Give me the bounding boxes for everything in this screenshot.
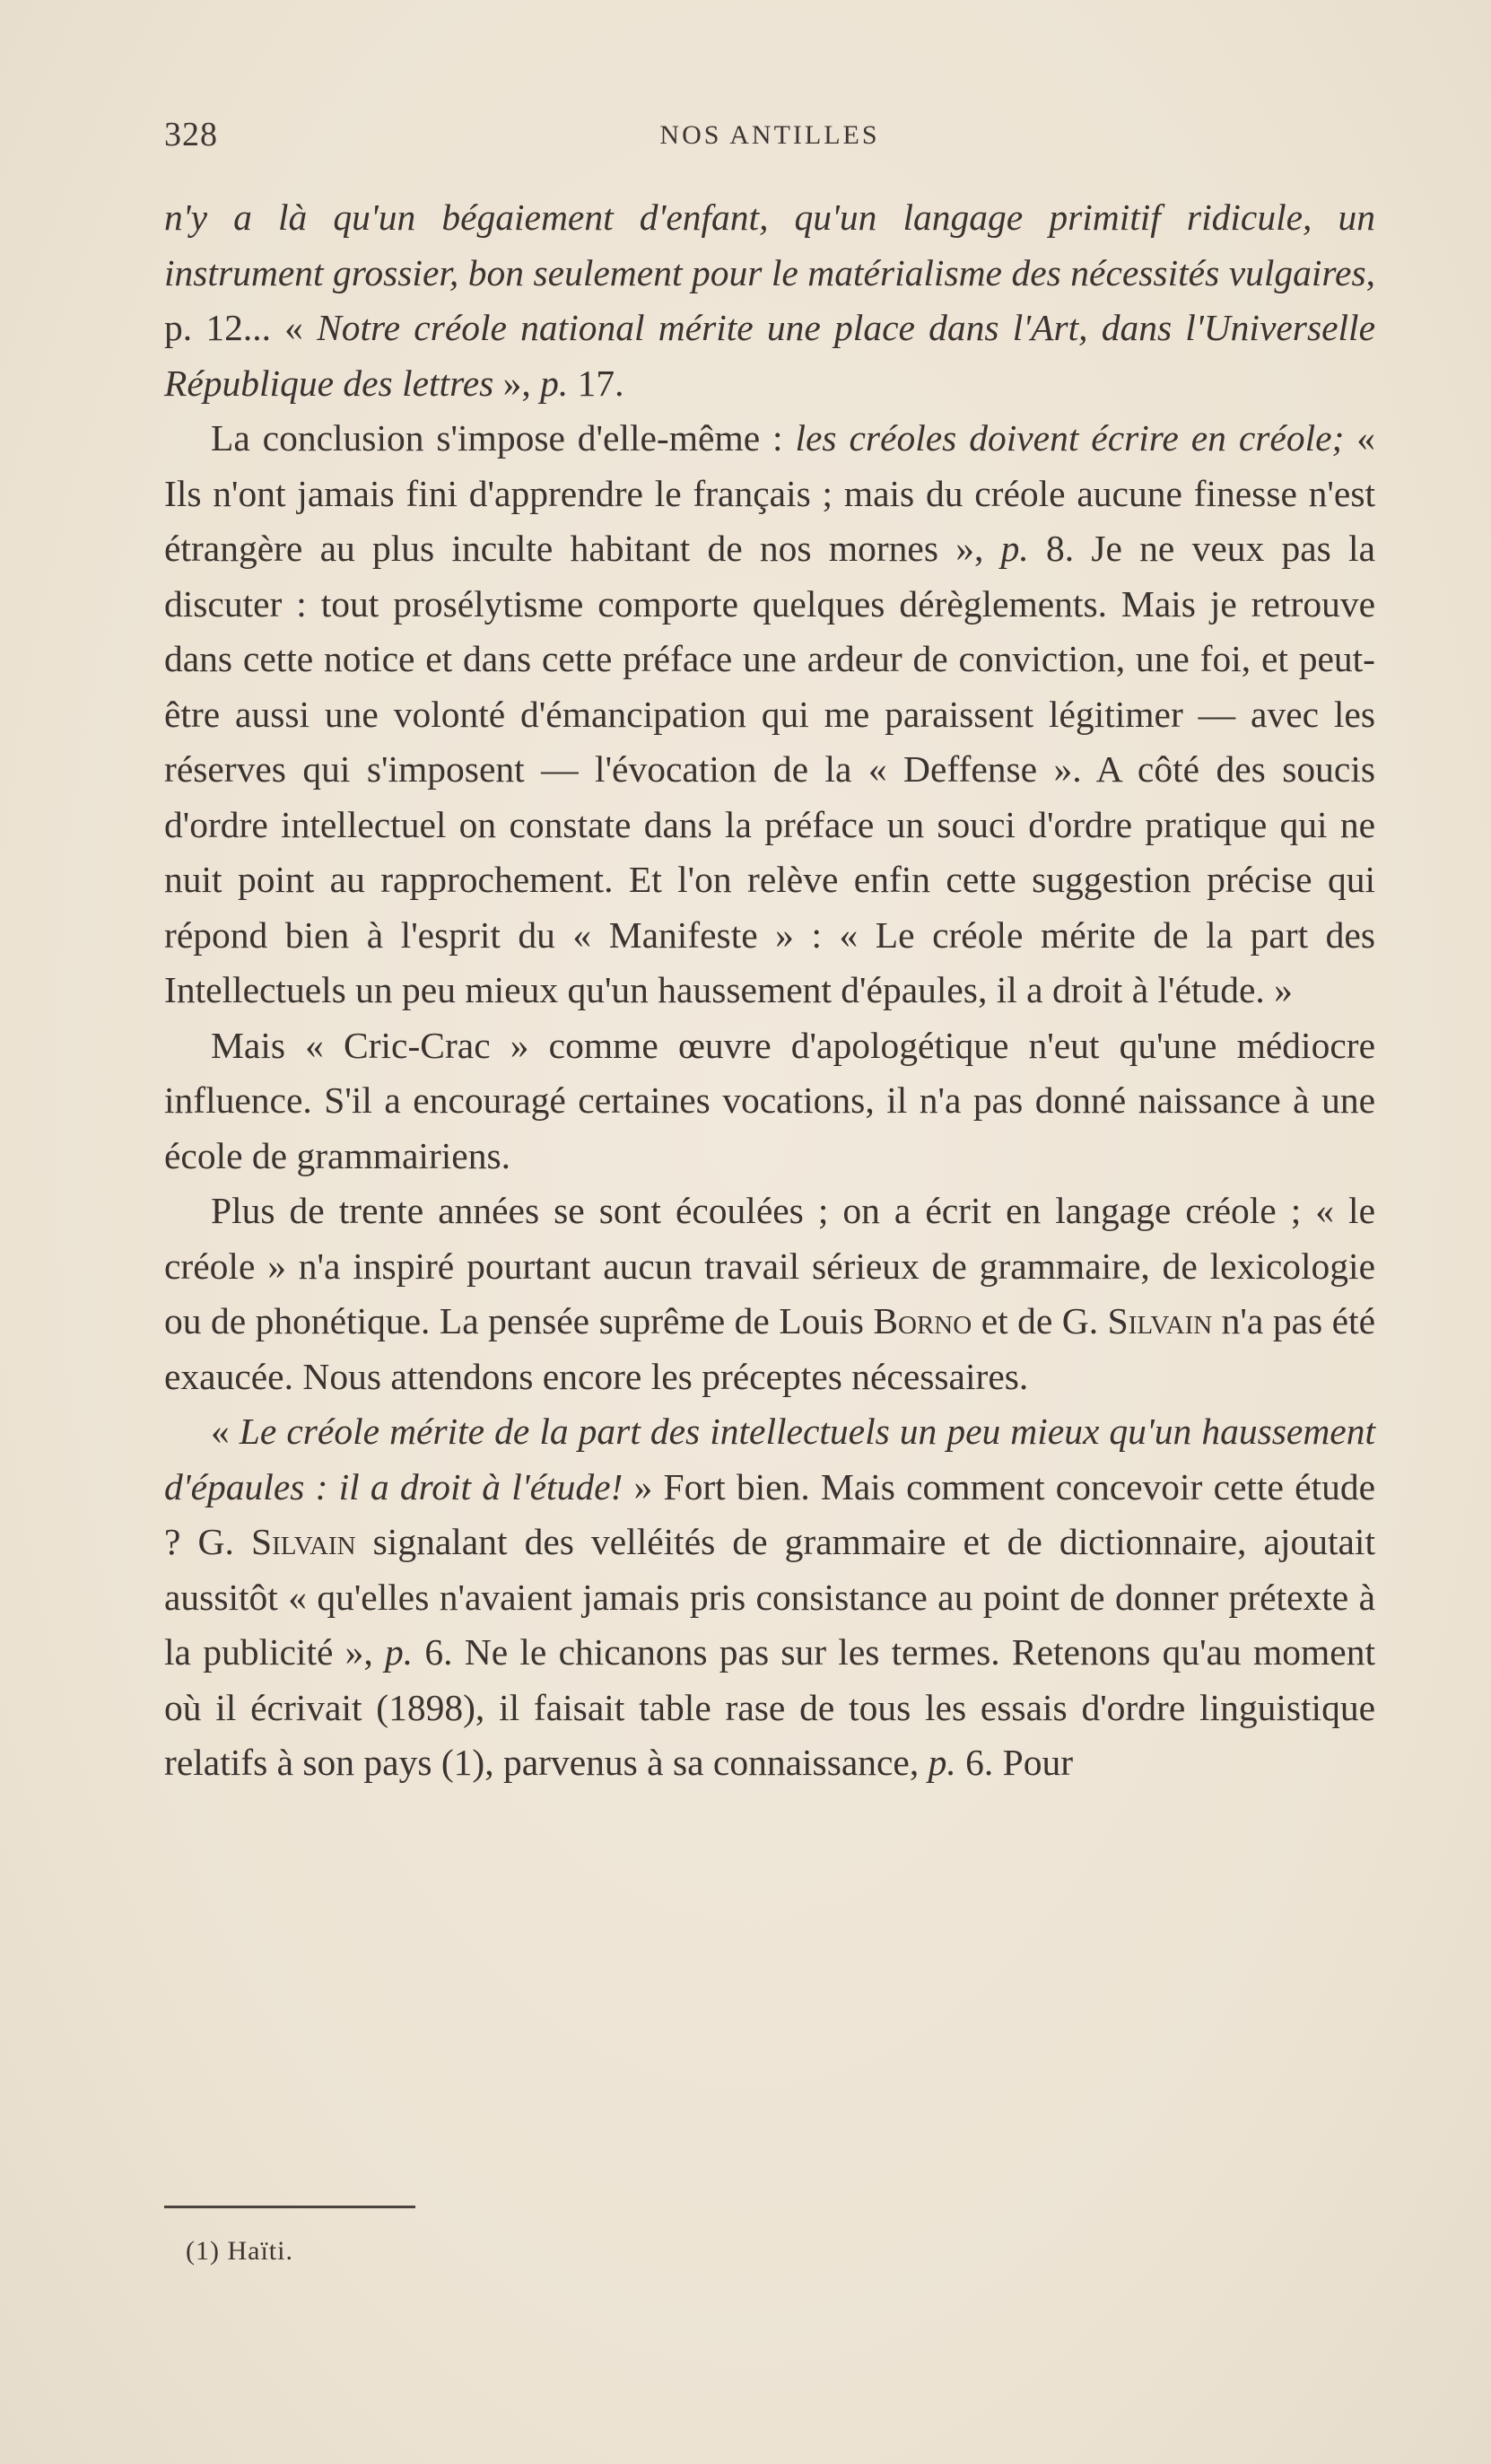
- paragraph-2-emphasis: les créoles doivent écrire en créole;: [795, 417, 1345, 459]
- paragraph-5: [164, 1404, 1375, 1791]
- paragraph-4-text: Plus de trente années se sont écoulées ; on a écrit en langage créole ; « le créole » n'a inspiré pourtant aucun travail sérieux de grammaire, de lexicologie ou de phonétique. La pensée suprême de Louis: [164, 1190, 1375, 1341]
- paragraph-5-text: » Fort bien. Mais comment concevoir cette étude ? G.: [164, 1465, 1375, 1562]
- author-name-borno: Borno: [873, 1300, 972, 1341]
- paragraph-4-text-3: n'a pas été exaucée. Nous attendons encore les préceptes nécessaires.: [164, 1300, 1375, 1397]
- page-number: 328: [164, 116, 218, 153]
- body-text: [164, 190, 1375, 1791]
- paragraph-1-quote: n'y a là qu'un bégaiement d'enfant, qu'un langage primitif ridicule, un instrument grossier, bon seulement pour le matérialisme des nécessités vulgaires: [164, 197, 1375, 293]
- running-title: NOS ANTILLES: [659, 120, 880, 150]
- paragraph-1-quote-2: Notre créole national mérite une place dans l'Art, dans l'Universelle République des lettres: [164, 307, 1375, 404]
- paragraph-1-page: 17.: [568, 362, 624, 404]
- paragraph-5-text-3: 6. Ne le chicanons pas sur les termes. Retenons qu'au moment où il écrivait (1898), il faisait table rase de tous les essais d'ordre linguistique relatifs à son pays (1), parvenus à sa connaissance,: [164, 1631, 1375, 1783]
- paragraph-1-page-abbr: p.: [540, 362, 569, 404]
- paragraph-1-close: »,: [493, 362, 541, 404]
- paragraph-5-text-2: signalant des velléités de grammaire et de dictionnaire, ajoutait aussitôt « qu'elles n'avaient jamais pris consistance au point de donner prétexte à la publicité »,: [164, 1521, 1375, 1673]
- paragraph-2-text: La conclusion s'impose d'elle-même :: [211, 417, 796, 459]
- paragraph-5-quote: Le créole mérite de la part des intellectuels un peu mieux qu'un haussement d'épaules : il a droit à l'étude!: [164, 1411, 1375, 1507]
- paragraph-2-text-3: 8. Je ne veux pas la discuter : tout prosélytisme comporte quelques dérèglements. Mais je retrouve dans cette notice et dans cette préface une ardeur de conviction, une foi, et peut-être aussi une volonté d'émancipation qui me paraissent légitimer — avec les réserves qui s'imposent — l'évocation de la « Deffense ». A côté des soucis d'ordre intellectuel on constate dans la préface un souci d'ordre pratique qui ne nuit point au rapprochement. Et l'on relève enfin cette suggestion précise qui répond bien à l'esprit du « Manifeste » : « Le créole mérite de la part des Intellectuels un peu mieux qu'un haussement d'épaules, il a droit à l'étude. »: [164, 528, 1375, 1010]
- paragraph-5-page-abbr: p.: [385, 1631, 414, 1673]
- paragraph-3: [164, 1018, 1375, 1184]
- footnote-divider: [164, 2206, 415, 2208]
- paragraph-4-text-2: et de G.: [972, 1300, 1108, 1341]
- paragraph-2-page-abbr: p.: [1000, 528, 1029, 569]
- paragraph-4: [164, 1184, 1375, 1404]
- author-name-silvain: Silvain: [1107, 1300, 1213, 1341]
- paragraph-2-text-2: « Ils n'ont jamais fini d'apprendre le français ; mais du créole aucune finesse n'est étrangère au plus inculte habitant de nos mornes »,: [164, 417, 1375, 569]
- page-header: [164, 115, 1375, 160]
- paragraph-5-page-abbr-2: p.: [928, 1742, 956, 1783]
- paragraph-3-text: Mais « Cric-Crac » comme œuvre d'apologétique n'eut qu'une médiocre influence. S'il a encouragé certaines vocations, il n'a pas donné naissance à une école de grammairiens.: [164, 1024, 1375, 1176]
- paragraph-1: [164, 190, 1375, 411]
- paragraph-1-ref: , p. 12... «: [164, 251, 1375, 348]
- paragraph-5-text-4: 6. Pour: [955, 1742, 1074, 1783]
- paragraph-2: [164, 411, 1375, 1018]
- paragraph-5-open: «: [211, 1411, 240, 1452]
- author-name-silvain-2: Silvain: [250, 1521, 356, 1562]
- footnote: (1) Haïti.: [186, 2236, 293, 2266]
